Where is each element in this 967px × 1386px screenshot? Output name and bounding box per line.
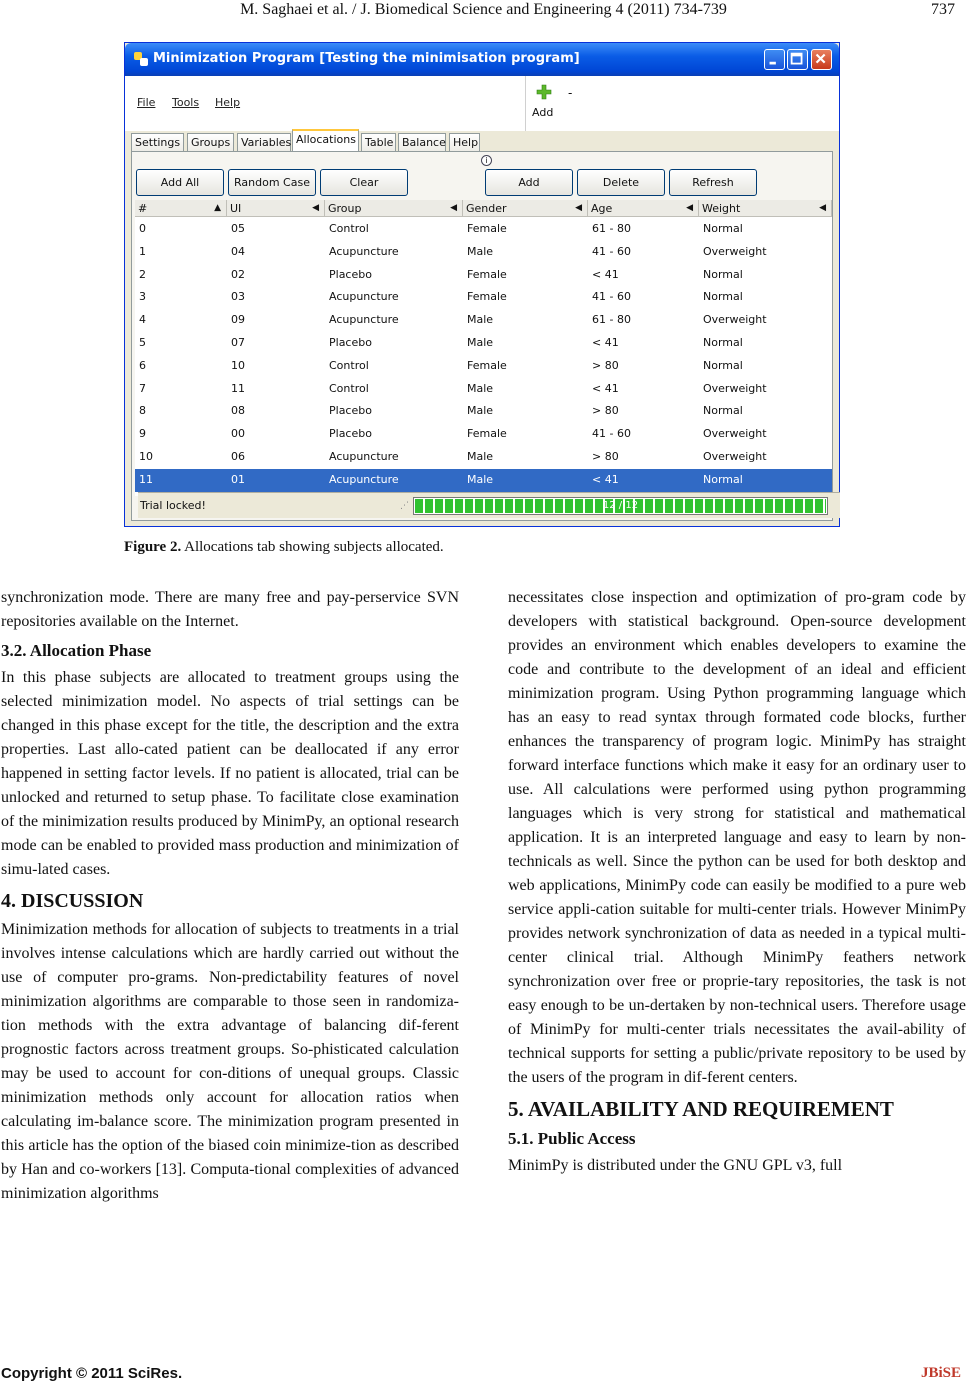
table-cell: Overweight [703,244,767,258]
page-footer [0,1365,967,1385]
table-row[interactable] [135,309,832,332]
table-cell: Male [467,313,494,327]
paragraph: necessitates close inspection and optimization of pro-gram code by developers with statistical background. Open-source development provides an environment which enables developers to examine the code and contribute to the development of an ideal and efficient minimization program. Using Python programming language which has an easy to read syntax through formated code blocks, further enhances the transparency of program logic. MinimPy has straight forward interface functions which make it easy for an ordinary user to use. All calculations were performed using python programming languages which is very strong for statistical and mathematical application. It is an interpreted language and easy to learn by non-technicals as well. Since the python can be used for both desktop and web applications, MinimPy code can easily be modified to a pure web service appli-cation suitable for multi-center trials. However MinimPy provides network synchronization of data as needed in a typical multi-center clinical trial. Although MinimPy feathers network synchronization over free or proprie-tary repositories, the task is not easy enough to be un-dertaken by non-technical users. Therefore usage of MinimPy for multi-center trials necessitates the avail-ability of technical supports for setting a public/private repository to be used by the users of the program in dif-ferent centers. [508,589,966,1086]
table-cell: Male [467,472,494,486]
column-header-gender[interactable] [463,200,588,217]
figure-app-window [124,42,840,527]
menu-help[interactable]: Help [215,96,241,109]
add-toolbar-label[interactable]: Add [532,106,554,119]
table-cell: Normal [703,222,743,235]
table-cell: Overweight [703,450,767,463]
allocation-progress-bar [413,497,828,515]
table-cell: Placebo [329,336,372,349]
table-cell: 11 [139,472,153,486]
table-cell: Male [467,336,494,349]
table-cell: 0 [139,222,146,235]
tab-help[interactable]: Help [449,133,480,152]
toolbar [525,76,839,131]
table-cell: Female [467,427,507,441]
section-heading: 3.2. Allocation Phase [1,641,152,660]
table-cell: Overweight [703,427,767,441]
table-cell: 3 [139,290,146,304]
column-header-label: Gender [466,202,507,215]
table-cell: Placebo [329,404,372,418]
table-cell: 04 [231,244,245,258]
table-cell: Male [467,244,494,258]
figure-caption [124,539,444,556]
close-button[interactable] [811,49,832,70]
tab-balance[interactable]: Balance [398,133,446,152]
journal-abbrev: JBiSE [920,1365,961,1381]
table-row[interactable] [135,400,832,423]
sort-left-icon: ◀ [450,203,457,213]
caption-text: Allocations tab showing subjects allocated. [181,539,444,555]
table-cell: Normal [703,267,743,281]
section-heading: 5.1. Public Access [508,1129,636,1148]
tab-allocations[interactable]: Allocations [292,129,359,153]
table-cell: 5 [139,336,146,349]
delete-button[interactable]: Delete [577,169,665,196]
table-cell: Placebo [329,267,372,281]
table-cell: Overweight [703,313,767,327]
table-cell: Acupuncture [329,450,399,463]
section-heading: 4. DISCUSSION [1,890,144,912]
caption-label: Figure 2. [124,539,182,555]
column-header-label: Age [591,202,613,215]
info-icon[interactable]: i [481,155,492,166]
table-row[interactable] [135,378,832,401]
running-title: M. Saghaei et al. / J. Biomedical Science and Engineering 4 (2011) 734-739 [240,1,727,18]
page-header [0,0,967,22]
paragraph: Minimization methods for allocation of subjects to treatments in a trial involves intense calculations which are hardly carried out without the use of computer pro-grams. Non-predictability features of novel minimization algorithms are comparable to those seen in randomiza-tion methods with the extra advantage of balancing dif-ferent prognostic factors across treatment groups. So-phisticated calculation may be used to account for con-ditions of unequal groups. Classic minimization methods only account for allocation ratios when calculating im-balance score. The minimization program presented in this article has the option of the biased coin minimize-tion as described by Han and co-workers [13]. Computa-tional complexities of advanced minimization algorithms [1,921,459,1202]
table-cell: < 41 [592,336,619,349]
menu-file[interactable]: File [137,96,156,109]
table-cell: Male [467,404,494,418]
table-cell: 9 [139,427,146,441]
python-app-icon [133,51,149,67]
column-header-label: # [138,202,148,215]
section-heading: 5. AVAILABILITY AND REQUIREMENT [508,1097,894,1121]
paragraph: synchronization mode. There are many free and pay-perservice SVN repositories available on the Internet. [1,589,459,630]
table-cell: 05 [231,222,245,235]
table-cell: 61 - 80 [592,313,631,327]
table-cell: Normal [703,358,743,372]
table-cell: 8 [139,404,146,418]
table-row[interactable] [135,446,832,469]
add-all-button[interactable]: Add All [136,169,224,196]
table-cell: < 41 [592,267,619,281]
table-cell: 03 [231,290,245,304]
plus-icon[interactable] [536,84,552,100]
progress-text: 12 / 12 [602,500,639,511]
table-cell: 41 - 60 [592,290,631,304]
paragraph: In this phase subjects are allocated to treatment groups using the selected minimization model. No aspects of trial settings can be changed in this phase except for the title, the description and the extra properties. Last allo-cated patient can be deallocated if any error happened in setting factor levels. If no patient is allocated, trial can be unlocked and returned to setup phase. To facilitate close examination of the minimization results produced by MinimPy, an optional research mode can be enabled to provided mass production and minimization of simu-lated cases. [1,669,459,878]
table-cell: Normal [703,404,743,418]
sort-left-icon: ◀ [575,203,582,213]
status-text: Trial locked! [140,499,206,512]
column-header-label: Weight [702,202,741,215]
page-number: 737 [931,1,955,18]
column-header-id[interactable] [135,200,227,217]
table-cell: 7 [139,381,146,395]
table-row[interactable] [135,241,832,264]
table-cell: 01 [231,472,245,486]
refresh-button[interactable]: Refresh [669,169,757,196]
table-cell: Male [467,381,494,395]
table-cell: > 80 [592,404,619,418]
table-row[interactable] [135,469,832,492]
table-cell: > 80 [592,450,619,463]
sort-up-icon: ▲ [214,203,221,213]
status-bar [138,492,840,518]
table-cell: 10 [231,358,245,372]
table-row[interactable] [135,286,832,309]
window-title: Minimization Program [Testing the minimisation program] [153,51,580,66]
table-row[interactable] [135,355,832,378]
tab-settings[interactable]: Settings [131,133,184,152]
table-cell: Placebo [329,427,372,441]
table-cell: 11 [231,381,245,395]
table-cell: 02 [231,267,245,281]
table-cell: Female [467,267,507,281]
table-cell: Normal [703,290,743,304]
table-cell: Control [329,358,369,372]
table-cell: Female [467,358,507,372]
table-cell: < 41 [592,381,619,395]
column-header-group[interactable] [325,200,463,217]
window-titlebar [125,43,839,76]
table-cell: 10 [139,450,153,463]
menu-bar [125,76,525,131]
clear-button[interactable]: Clear [320,169,408,196]
sort-left-icon: ◀ [312,203,319,213]
random-case-button[interactable]: Random Case [228,169,316,196]
column-header-ui[interactable] [227,200,325,217]
table-cell: Normal [703,336,743,349]
table-cell: Acupuncture [329,313,399,327]
paragraph: MinimPy is distributed under the GNU GPL v3, full [508,1157,843,1174]
menu-tools[interactable]: Tools [172,96,200,109]
maximize-button[interactable] [787,49,808,70]
resize-grip-icon[interactable]: ⋰ [400,501,409,511]
table-cell: 6 [139,358,146,372]
tab-groups[interactable]: Groups [187,133,234,152]
grid-header [135,200,832,217]
table-cell: 41 - 60 [592,427,631,441]
table-cell: Normal [703,472,743,486]
tab-table[interactable]: Table [361,133,396,152]
left-column [1,586,459,1206]
table-cell: Acupuncture [329,244,399,258]
column-header-label: Group [328,202,362,215]
allocations-panel [131,151,833,521]
table-cell: 06 [231,450,245,463]
table-cell: 2 [139,267,146,281]
table-cell: Acupuncture [329,290,399,304]
table-cell: 09 [231,313,245,327]
sort-left-icon: ◀ [819,203,826,213]
tab-variables[interactable]: Variables [237,133,291,152]
toolbar-dash: - [568,86,573,100]
table-cell: 61 - 80 [592,222,631,235]
table-cell: Control [329,222,369,235]
table-cell: 4 [139,313,146,327]
table-cell: 07 [231,336,245,349]
column-header-weight[interactable] [699,200,832,217]
table-cell: < 41 [592,472,619,486]
table-cell: 00 [231,427,245,441]
table-row[interactable] [135,423,832,446]
column-header-age[interactable] [588,200,699,217]
add-button[interactable]: Add [485,169,573,196]
table-cell: Acupuncture [329,472,399,486]
table-cell: Overweight [703,381,767,395]
table-row[interactable] [135,218,832,241]
sort-left-icon: ◀ [686,203,693,213]
table-cell: > 80 [592,358,619,372]
table-cell: Male [467,450,494,463]
table-cell: 41 - 60 [592,244,631,258]
copyright: Copyright © 2011 SciRes. [1,1365,183,1382]
column-header-label: UI [230,202,242,215]
allocations-grid [135,200,832,496]
table-row[interactable] [135,332,832,355]
table-cell: 1 [139,244,146,258]
table-row[interactable] [135,264,832,287]
table-cell: Female [467,222,507,235]
right-column [508,586,966,1178]
minimize-button[interactable] [764,49,785,70]
table-cell: Control [329,381,369,395]
table-cell: Female [467,290,507,304]
table-cell: 08 [231,404,245,418]
